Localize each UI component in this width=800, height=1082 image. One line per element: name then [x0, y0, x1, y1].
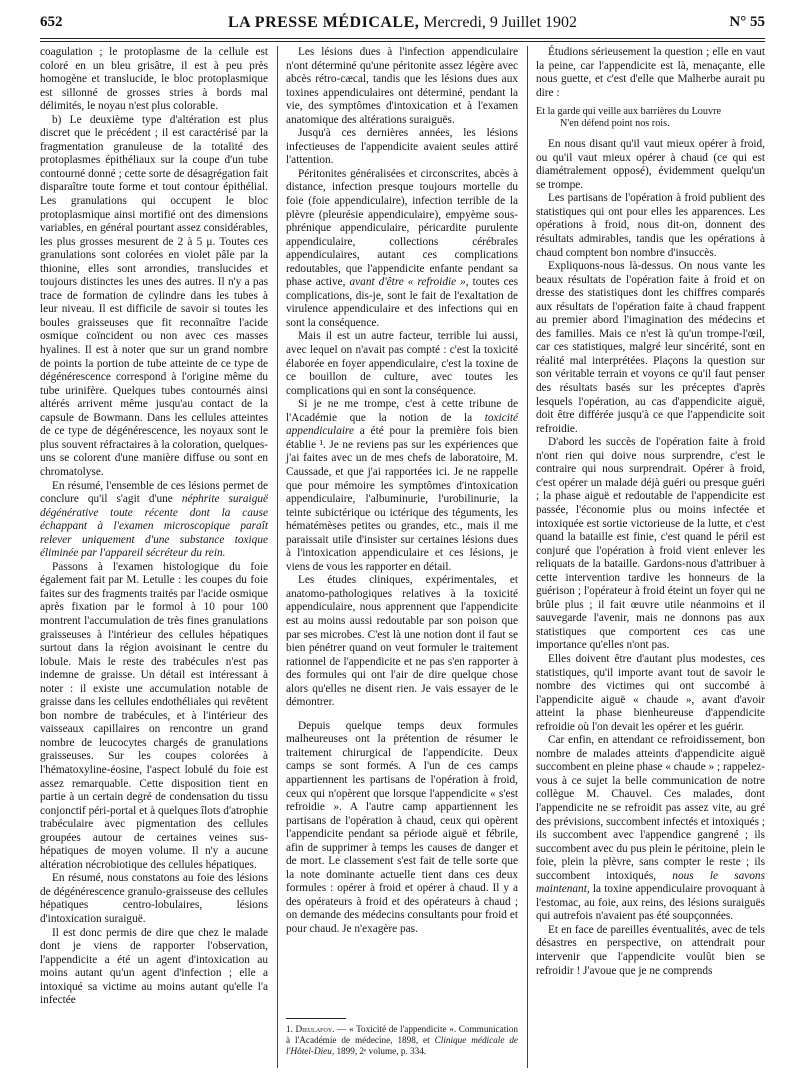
emphasis: néphrite suraiguë dégénérative toute récente dont la cause échappant à l'examen microscopique paraît relever uniquement d'une substance toxique éliminée par l'appareil sécréteur du rein. — [40, 493, 269, 560]
text-run: Car enfin, en attendant ce refroidissement, bon nombre de malades atteints d'appendicite aiguë succombent en pleine phase « chaude » ; rappelez-vous à ce sujet la belle communication de notre collègue M. Chauvel. Ces malades, dont l'appendicite ne se refroidit pas assez vite, au gré des prévisions, succombent infectés et intoxiqués ; ils succombent avec l'appendice gangrené ; ils succombent avec du pus plein le péritoine, plein le foie, plein la plèvre, sans compter le reste ; ils succombent intoxiqués, — [536, 734, 765, 882]
text-run: la toxine appendiculaire provoquant à l'estomac, au foie, aux reins, des lésions suraiguës qui autrefois n'avaient pas été soupçonnées. — [536, 883, 765, 923]
paragraph: D'abord les succès de l'opération faite à froid n'ont rien qui doive nous surprendre, c'est le contraire qui nous surprendrait. Opérer à froid, c'est opérer un malade déjà guéri ou presque guéri ; la phase aiguë et redoutable de l'appendicite est passée, l'économie plus ou moins infectée et intoxiquée est sortie victorieuse de la lutte, et c'est quand la bataille est finie, c'est quand le péril est conjuré que l'opération à froid vient enlever les reliquats de la bataille. Gardons-nous d'attribuer à cette intervention tardive les honneurs de la guérison ; l'opérateur à froid éteint un foyer qui ne brûle plus ; il fait œuvre utile néanmoins et il sauvegarde l'avenir, mais ne donnons pas aux statistiques que comportent ces cas une importance qu'elles n'ont pas. — [536, 436, 765, 652]
footnote-emphasis: Clinique médicale de l'Hôtel-Dieu, — [286, 1035, 519, 1056]
paragraph: Expliquons-nous là-dessus. On nous vante les beaux résultats de l'opération faite à froid et on dresse des statistiques dont les chiffres comparés aux résultats de l'opération faite à chaud frappent au premier abord l'imagination des médecins et des familles. Mais ce n'est là qu'un trompe-l'œil, car ces statistiques, malgré leur sincérité, sont en réalité mal interprétées. Plaçons la question sur son véritable terrain et voyons ce qu'il faut penser des résultats basés sur les préceptes d'après lesquels l'opération, au cas d'appendicite aiguë, doit être différée jusqu'à ce que l'appendicite soit refroidie. — [536, 260, 765, 435]
verse-line: N'en défend point nos rois. — [560, 118, 670, 130]
running-title — [40, 14, 765, 32]
footnote-text-end: 1899, 2ᵉ volume, p. 334. — [336, 1046, 427, 1056]
footnote — [286, 1024, 518, 1057]
column-divider-1 — [277, 46, 278, 1068]
text-run: En résumé, l'ensemble de ces lésions permet de conclure qu'il s'agit d'une — [40, 479, 268, 506]
paragraph — [286, 398, 518, 574]
paragraph: Les partisans de l'opération à froid publient des statistiques qui ont pour elles les apparences. Les opérations à froid, nous dit-on, donnent des résultats admirables, tandis que les opérations à chaud comptent bon nombre d'insuccès. — [536, 192, 765, 259]
page-number: 652 — [40, 14, 63, 30]
footnote-rule — [286, 1018, 346, 1019]
section-gap — [286, 710, 518, 720]
text-run: , toutes ces complications, dis-je, sont le fait de l'exaltation de virulence appendiculaire et des infections qui en sont la conséquence. — [286, 276, 518, 329]
verse-quote — [536, 106, 765, 130]
verse-line: Et la garde qui veille aux barrières du Louvre — [536, 106, 721, 118]
emphasis: toxicité appendiculaire — [286, 411, 518, 438]
paragraph: coagulation ; le protoplasme de la cellule est coloré en un bleu grisâtre, il est à peu près homogène et translucide, le bloc protoplasmique est sillonné de grosses stries à bords mal délimités, le noyau n'est plus colorable. — [40, 46, 268, 113]
footnote-author: 1. Dieulafoy. — [286, 1024, 335, 1034]
text-run: Péritonites généralisées et circonscrites, abcès à distance, infection presque toujours mortelle du foie (foie appendiculaire), infection terrible de la plèvre (pleurésie appendiculaire), empyème sous-phrénique appendiculaire, péricardite purulente appendiculaire, collections cérébrales appendiculaires, autant ces complications redoutables, que l'appendicite enfante pendant sa phase active, — [286, 167, 518, 289]
paragraph: En résumé, nous constatons au foie des lésions de dégénérescence granulo-graisseuse des cellules hépatiques centro-lobulaires, lésions d'intoxication suraiguë. — [40, 872, 268, 925]
paragraph: Les études cliniques, expérimentales, et anatomo-pathologiques relatives à la toxicité appendiculaire, nous apprennent que l'appendicite est au moins aussi redoutable par son poison que par ses microbes. C'est là une notion dont il faut se bien pénétrer quand on veut formuler le traitement rationnel de l'appendicite et ne pas s'en rapporter à des formules qui ont l'air de dire quelque chose alors qu'elles ne disent rien. Je vais essayer de le démontrer. — [286, 574, 518, 709]
paragraph — [40, 480, 268, 561]
journal-name: LA PRESSE MÉDICALE, — [227, 14, 420, 31]
footnote-text: — « Toxicité de l'appendicite ». Communication à l'Académie de médecine, 1898, et — [286, 1024, 519, 1045]
paragraph — [286, 168, 518, 331]
column-divider-2 — [527, 46, 528, 1068]
header-rule-bottom — [40, 41, 765, 42]
page-header — [40, 14, 765, 36]
emphasis: avant d'être « refroidie » — [349, 276, 466, 289]
paragraph: Étudions sérieusement la question ; elle en vaut la peine, car l'appendicite est là, menaçante, elle nous guette, et c'est d'elle que Malherbe aurait pu dire : — [536, 46, 765, 99]
paragraph: Passons à l'examen histologique du foie également fait par M. Letulle : les coupes du foie faites sur des fragments traités par l'acide osmique après fixation par le formol à 10 pour 100 montrent l'accumulation de très fines granulations graisseuses à l'intérieur des cellules hépatiques surtout dans la région avoisinant le centre du lobule. Mais le reste des trabécules n'est pas indemne de graisse. Un détail est intéressant à noter : il existe une accumulation notable de graisse dans les cellules endothéliales qui revêtent bon nombre de trabécules, et à l'intérieur des vaisseaux capillaires on rencontre un grand nombre de leucocytes chargés de granulations graisseuses. Sur les coupes colorées à l'hématoxyline-éosine, l'aspect lobulé du foie est assez remarquable. Cette disposition tient en partie à un certain degré de condensation du tissu conjonctif péri-portal et à quelques îlots d'atrophie trabéculaire avec pigmentation des cellules groupées autour de certaines veines sus-hépatiques de moyen volume. Il n'y a aucune altération nécrobiotique des cellules hépatiques. — [40, 560, 268, 871]
paragraph: Il est donc permis de dire que chez le malade dont je viens de rapporter l'observation, l'appendicite a été un agent d'intoxication au moins autant qu'un agent d'infection ; elle a intoxiqué sa victime au moins autant qu'elle l'a infectée — [40, 926, 268, 1007]
issue-number: N° 55 — [729, 14, 765, 30]
text-run: a été pour la première fois bien établie ¹. Je ne reviens pas sur les expériences que j'ai faites avec un de mes chefs de laboratoire, M. Caussade, et que j'ai rapportées ici. Je ne rappelle que pour mémoire les symptômes d'intoxication appendiculaire, l'albuminurie, l'urobilinurie, la teinte subictérique ou ictérique des téguments, les hématémèses petites ou grandes, etc., mais il me paraissait utile d'insister sur certaines lésions dues à l'intoxication appendiculaire et ces lésions, je viens de vous les rapporter en détail. — [286, 425, 518, 573]
paragraph: Elles doivent être d'autant plus modestes, ces statistiques, qu'il importe avant tout de savoir le nombre des victimes qui ont succombé à l'appendicite aiguë « chaude », avant d'avoir atteint la phase bienheureuse d'appendicite refroidie où l'on devait les opérer et les guérir. — [536, 652, 765, 733]
paragraph: b) Le deuxième type d'altération est plus discret que le précédent ; il est caractérisé par la fragmentation granuleuse de la totalité des protoplasmes épithéliaux sur la coupe d'un tube contourné donné ; cette sorte de désagrégation fait disparaître toute forme et tout contour épithélial. Les granulations qui occupent le bloc protoplasmique ainsi mortifié ont des dimensions variables, en général pourtant assez considérables, les plus grosses mesurent de 2 à 5 μ. Toutes ces granulations sont colorées en violet pâle par la thionine, elles sont arrondies, translucides et toujours distinctes les unes des autres. Il n'y a pas trace de formation de cylindre dans les tubes à leur niveau. Il est difficile de savoir si toutes les boules graisseuses que fit reconnaître l'acide osmique coïncident ou non avec ces masses hyalines. Il est à noter que sur un grand nombre de points la portion de tube atteinte de ce type de dégénérescence correspond à l'origine même du tube urinifère. Quelques tubes contournés ainsi altérés arrivent même jusqu'au contact de la capsule de Bowmann. Dans les cellules atteintes de ce type de dégénérescence, les noyaux sont le plus souvent réfractaires à la coloration, quelques-uns se colorent d'une manière diffuse ou sont en chromatolyse. — [40, 113, 268, 478]
paragraph: Mais il est un autre facteur, terrible lui aussi, avec lequel on n'avait pas compté : c'est la toxicité élaborée en foyer appendiculaire, c'est la toxine de ce bouillon de culture, avec toutes les complications qui en sont la conséquence. — [286, 330, 518, 397]
column-1 — [40, 46, 268, 1008]
text-run: Si je ne me trompe, c'est à cette tribune de l'Académie que la notion de la — [286, 398, 518, 424]
paragraph: Et en face de pareilles éventualités, avec de tels désastres en perspective, on attendrait pour intervenir que l'appendicite voulût bien se refroidir ! J'avoue que je ne comprends — [536, 923, 765, 977]
paragraph: Jusqu'à ces dernières années, les lésions infectieuses de l'appendicite avaient seules attiré l'attention. — [286, 127, 518, 167]
column-2 — [286, 46, 518, 937]
emphasis: nous le savons maintenant, — [536, 869, 765, 896]
issue-date: Mercredi, 9 Juillet 1902 — [423, 14, 578, 31]
paragraph: En nous disant qu'il vaut mieux opérer à froid, ou qu'il vaut mieux opérer à chaud (ce qui est diamétralement opposé), évidemment quelqu'un se trompe. — [536, 138, 765, 191]
column-3 — [536, 46, 765, 978]
header-rule-top — [40, 38, 765, 39]
paragraph: Depuis quelque temps deux formules malheureuses ont la prétention de résumer le traitement chirurgical de l'appendicite. Deux camps se sont formés. A l'un de ces camps appartiennent les partisans de l'opération à froid, ceux qui n'opèrent que lorsque l'appendicite « s'est refroidie ». A l'autre camp appartiennent les partisans de l'opération à chaud, ceux qui opèrent l'appendicite pendant sa période aiguë et fébrile, afin de supprimer à temps les causes de danger et de mort. Le classement s'est fait de telle sorte que la note dominante actuelle tient dans ces deux formules : opérer à froid et opérer à chaud. Il y a des opérateurs à froid et des opérateurs à chaud ; on demande des médecins consultants pour froid et pour chaud. Je n'exagère pas. — [286, 719, 518, 935]
paragraph: Les lésions dues à l'infection appendiculaire n'ont déterminé qu'une péritonite assez légère avec abcès rétro-cæcal, tandis que les lésions dues aux toxines appendiculaires ont déterminé, pendant la vie, des symptômes d'intoxication et à l'examen anatomique des altérations suraiguës. — [286, 46, 518, 126]
paragraph — [536, 734, 765, 924]
